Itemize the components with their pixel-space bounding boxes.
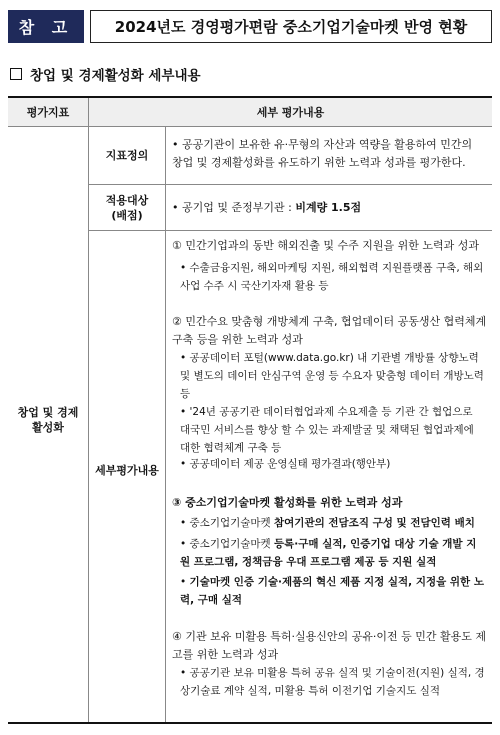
- definition-label: 지표정의: [105, 149, 149, 162]
- table-header-row: [8, 98, 492, 127]
- item-3-bullet-1: • 중소기업기술마켓 참여기관의 전담조직 구성 및 전담인력 배치: [180, 517, 475, 529]
- item-4-head: ④ 기관 보유 미활용 특허·실용신안의 공유·이전 등 민간 활용도 제고를 위한 노력과 성과: [172, 630, 486, 661]
- item-2-head: ② 민간수요 맞춤형 개방체계 구축, 협업데이터 공동생산 협력체계 구축 등을 위한 노력과 성과: [172, 315, 487, 346]
- col-divider-2: [165, 126, 166, 722]
- target-text: [172, 199, 484, 217]
- target-score: 비계량 1.5점: [295, 201, 362, 214]
- target-prefix: • 공기업 및 준정부기관 :: [172, 201, 296, 214]
- detail-label: 세부평가내용: [95, 463, 159, 477]
- item-3-head: ③ 중소기업기술마켓 활성화를 위한 노력과 성과: [172, 496, 403, 509]
- target-label: 적용대상 (배점): [105, 193, 149, 222]
- item-3-bullet-2: • 중소기업기술마켓 등록·구매 실적, 인증기업 대상 기술 개발 지원 프로그램, 정책금융 우대 프로그램 제공 등 지원 실적: [180, 538, 477, 568]
- definition-text: • 공공기관이 보유한 유·무형의 자산과 역량을 활용하여 민간의 창업 및 경제활성화를 유도하기 위한 노력과 성과를 평가한다.: [172, 138, 473, 169]
- col-header-detail: 세부 평가내용: [88, 98, 492, 126]
- item-4-bullet-1: • 공공기관 보유 미활용 특허 공유 실적 및 기술이전(지원) 실적, 경상기술료 계약 실적, 미활용 특허 이전기업 기술지도 실적: [180, 667, 485, 697]
- square-bullet-icon: [10, 68, 22, 80]
- page-title: 2024년도 경영평가편람 중소기업기술마켓 반영 현황: [90, 10, 492, 43]
- item-1-head: ① 민간기업과의 동반 해외진출 및 수주 지원을 위한 노력과 성과: [172, 239, 479, 252]
- item-2-bullet-2: • '24년 공공기관 데이터협업과제 수요제출 등 기관 간 협업으로 대국민 서비스를 향상 할 수 있는 과제발굴 및 채택된 협업과제에 대한 협력체계 구축 등: [180, 406, 474, 454]
- item-2-bullet-3: • 공공데이터 제공 운영실태 평가결과(행안부): [180, 458, 391, 470]
- indicator-label: 창업 및 경제 활성화: [17, 406, 79, 434]
- item-3-bullet-3: • 기술마켓 인증 기술·제품의 혁신 제품 지정 실적, 지정을 위한 노력, 구매 실적: [180, 576, 484, 606]
- row-divider-2: [88, 230, 492, 231]
- item-2-bullet-1: • 공공데이터 포털(www.data.go.kr) 내 기관별 개방률 상향노력 및 별도의 데이터 안심구역 운영 등 수요자 맞춤형 데이터 개방노력 등: [180, 352, 484, 400]
- col-header-indicator: 평가지표: [26, 106, 70, 119]
- section-title: 창업 및 경제활성화 세부내용: [30, 68, 201, 84]
- table-bottom-rule: [8, 722, 492, 724]
- item-1-bullet-1: • 수출금융지원, 해외마케팅 지원, 해외협력 지원플랫폼 구축, 해외사업 수주 시 국산기자재 활용 등: [180, 262, 484, 292]
- section-heading: [10, 64, 201, 84]
- page-header: [8, 10, 492, 43]
- reference-tag: 참 고: [8, 10, 84, 43]
